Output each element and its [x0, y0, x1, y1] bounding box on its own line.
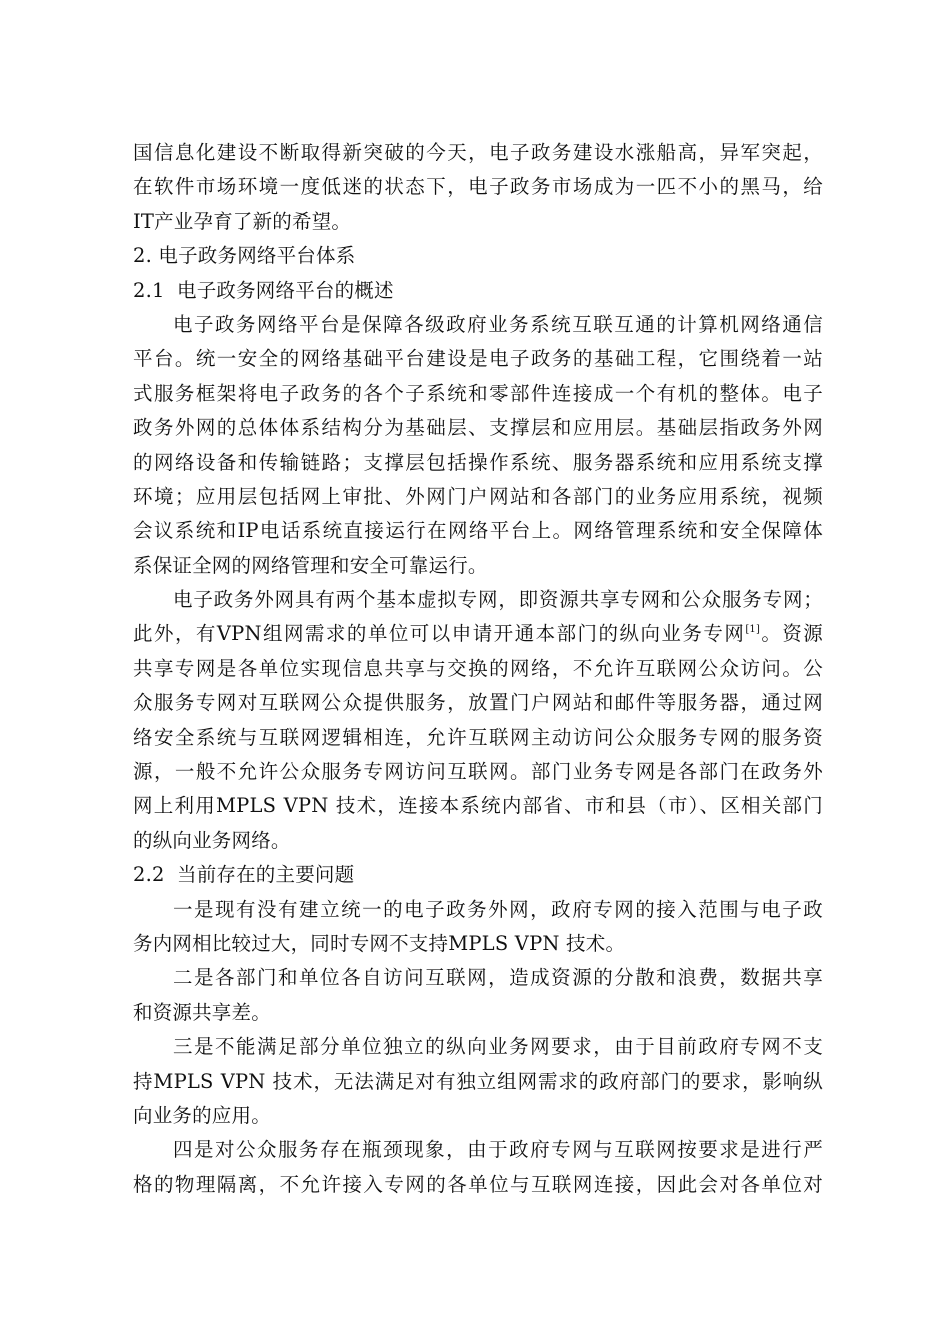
section-title: 电子政务网络平台的概述: [177, 278, 394, 302]
text-line: 在软件市场环境一度低迷的状态下，电子政务市场成为一匹不小的黑马，给: [133, 175, 823, 199]
text-line: 三是不能满足部分单位独立的纵向业务网要求，由于目前政府专网不支: [173, 1035, 823, 1059]
section-heading-2-1: [133, 274, 823, 308]
section-number: 2.2: [133, 863, 165, 887]
text-line: 一是现有没有建立统一的电子政务外网，政府专网的接入范围与电子政: [173, 897, 823, 921]
paragraph-problem-2: [133, 961, 823, 1030]
text-line: 和资源共享差。: [133, 1000, 271, 1024]
intro-paragraph: [133, 136, 823, 239]
text-line: 务内网相比较过大，同时专网不支持MPLS VPN 技术。: [133, 931, 626, 955]
text-line-with-citation: [133, 617, 823, 651]
text-line: 众服务专网对互联网公众提供服务，放置门户网站和邮件等服务器，通过网: [133, 691, 823, 715]
paragraph-problem-3: [133, 1030, 823, 1133]
document-page: [133, 136, 823, 1202]
text-line: 电子政务网络平台是保障各级政府业务系统互联互通的计算机网络通信: [173, 312, 823, 336]
text-line: 共享专网是各单位实现信息共享与交换的网络，不允许互联网公众访问。公: [133, 656, 823, 680]
text-line: 电子政务外网具有两个基本虚拟专网，即资源共享专网和公众服务专网；: [173, 588, 823, 612]
text-line: 二是各部门和单位各自访问互联网，造成资源的分散和浪费，数据共享: [173, 966, 823, 990]
text-span: 此外，有VPN组网需求的单位可以申请开通本部门的纵向业务专网: [133, 622, 746, 646]
section-heading-2: 2. 电子政务网络平台体系: [133, 244, 356, 268]
text-span: 。资源: [760, 622, 823, 646]
text-line: 格的物理隔离，不允许接入专网的各单位与互联网连接，因此会对各单位对: [133, 1172, 823, 1196]
section-title: 当前存在的主要问题: [177, 863, 355, 887]
text-line: 四是对公众服务存在瓶颈现象，由于政府专网与互联网按要求是进行严: [173, 1138, 823, 1162]
text-line: 平台。统一安全的网络基础平台建设是电子政务的基础工程，它围绕着一站: [133, 347, 823, 371]
section-heading-2-2: [133, 858, 823, 892]
text-line: 络安全系统与互联网逻辑相连，允许互联网主动访问公众服务专网的服务资: [133, 725, 823, 749]
text-line: 会议系统和IP电话系统直接运行在网络平台上。网络管理系统和安全保障体: [133, 519, 823, 543]
paragraph-virtual-private-networks: [133, 583, 823, 858]
text-line: 持MPLS VPN 技术，无法满足对有独立组网需求的政府部门的要求，影响纵: [133, 1069, 823, 1093]
text-line: 系保证全网的网络管理和安全可靠运行。: [133, 553, 488, 577]
text-line: 源，一般不允许公众服务专网访问互联网。部门业务专网是各部门在政务外: [133, 760, 823, 784]
text-line: 环境；应用层包括网上审批、外网门户网站和各部门的业务应用系统，视频: [133, 484, 823, 508]
text-line: 的网络设备和传输链路；支撑层包括操作系统、服务器系统和应用系统支撑: [133, 450, 823, 474]
text-line: 政务外网的总体体系结构分为基础层、支撑层和应用层。基础层指政务外网: [133, 416, 823, 440]
text-line: 国信息化建设不断取得新突破的今天，电子政务建设水涨船高，异军突起，: [133, 141, 823, 164]
text-line: 向业务的应用。: [133, 1103, 271, 1127]
text-line: 的纵向业务网络。: [133, 828, 291, 852]
paragraph-problem-1: [133, 893, 823, 962]
text-line: IT产业孕育了新的希望。: [133, 209, 352, 233]
text-line: 网上利用MPLS VPN 技术，连接本系统内部省、市和县（市）、区相关部门: [133, 794, 823, 818]
citation-ref: [1]: [745, 624, 761, 636]
section-number: 2.1: [133, 278, 165, 302]
paragraph-problem-4: [133, 1133, 823, 1202]
text-line: 式服务框架将电子政务的各个子系统和零部件连接成一个有机的整体。电子: [133, 381, 823, 405]
paragraph-network-platform-overview: [133, 308, 823, 583]
